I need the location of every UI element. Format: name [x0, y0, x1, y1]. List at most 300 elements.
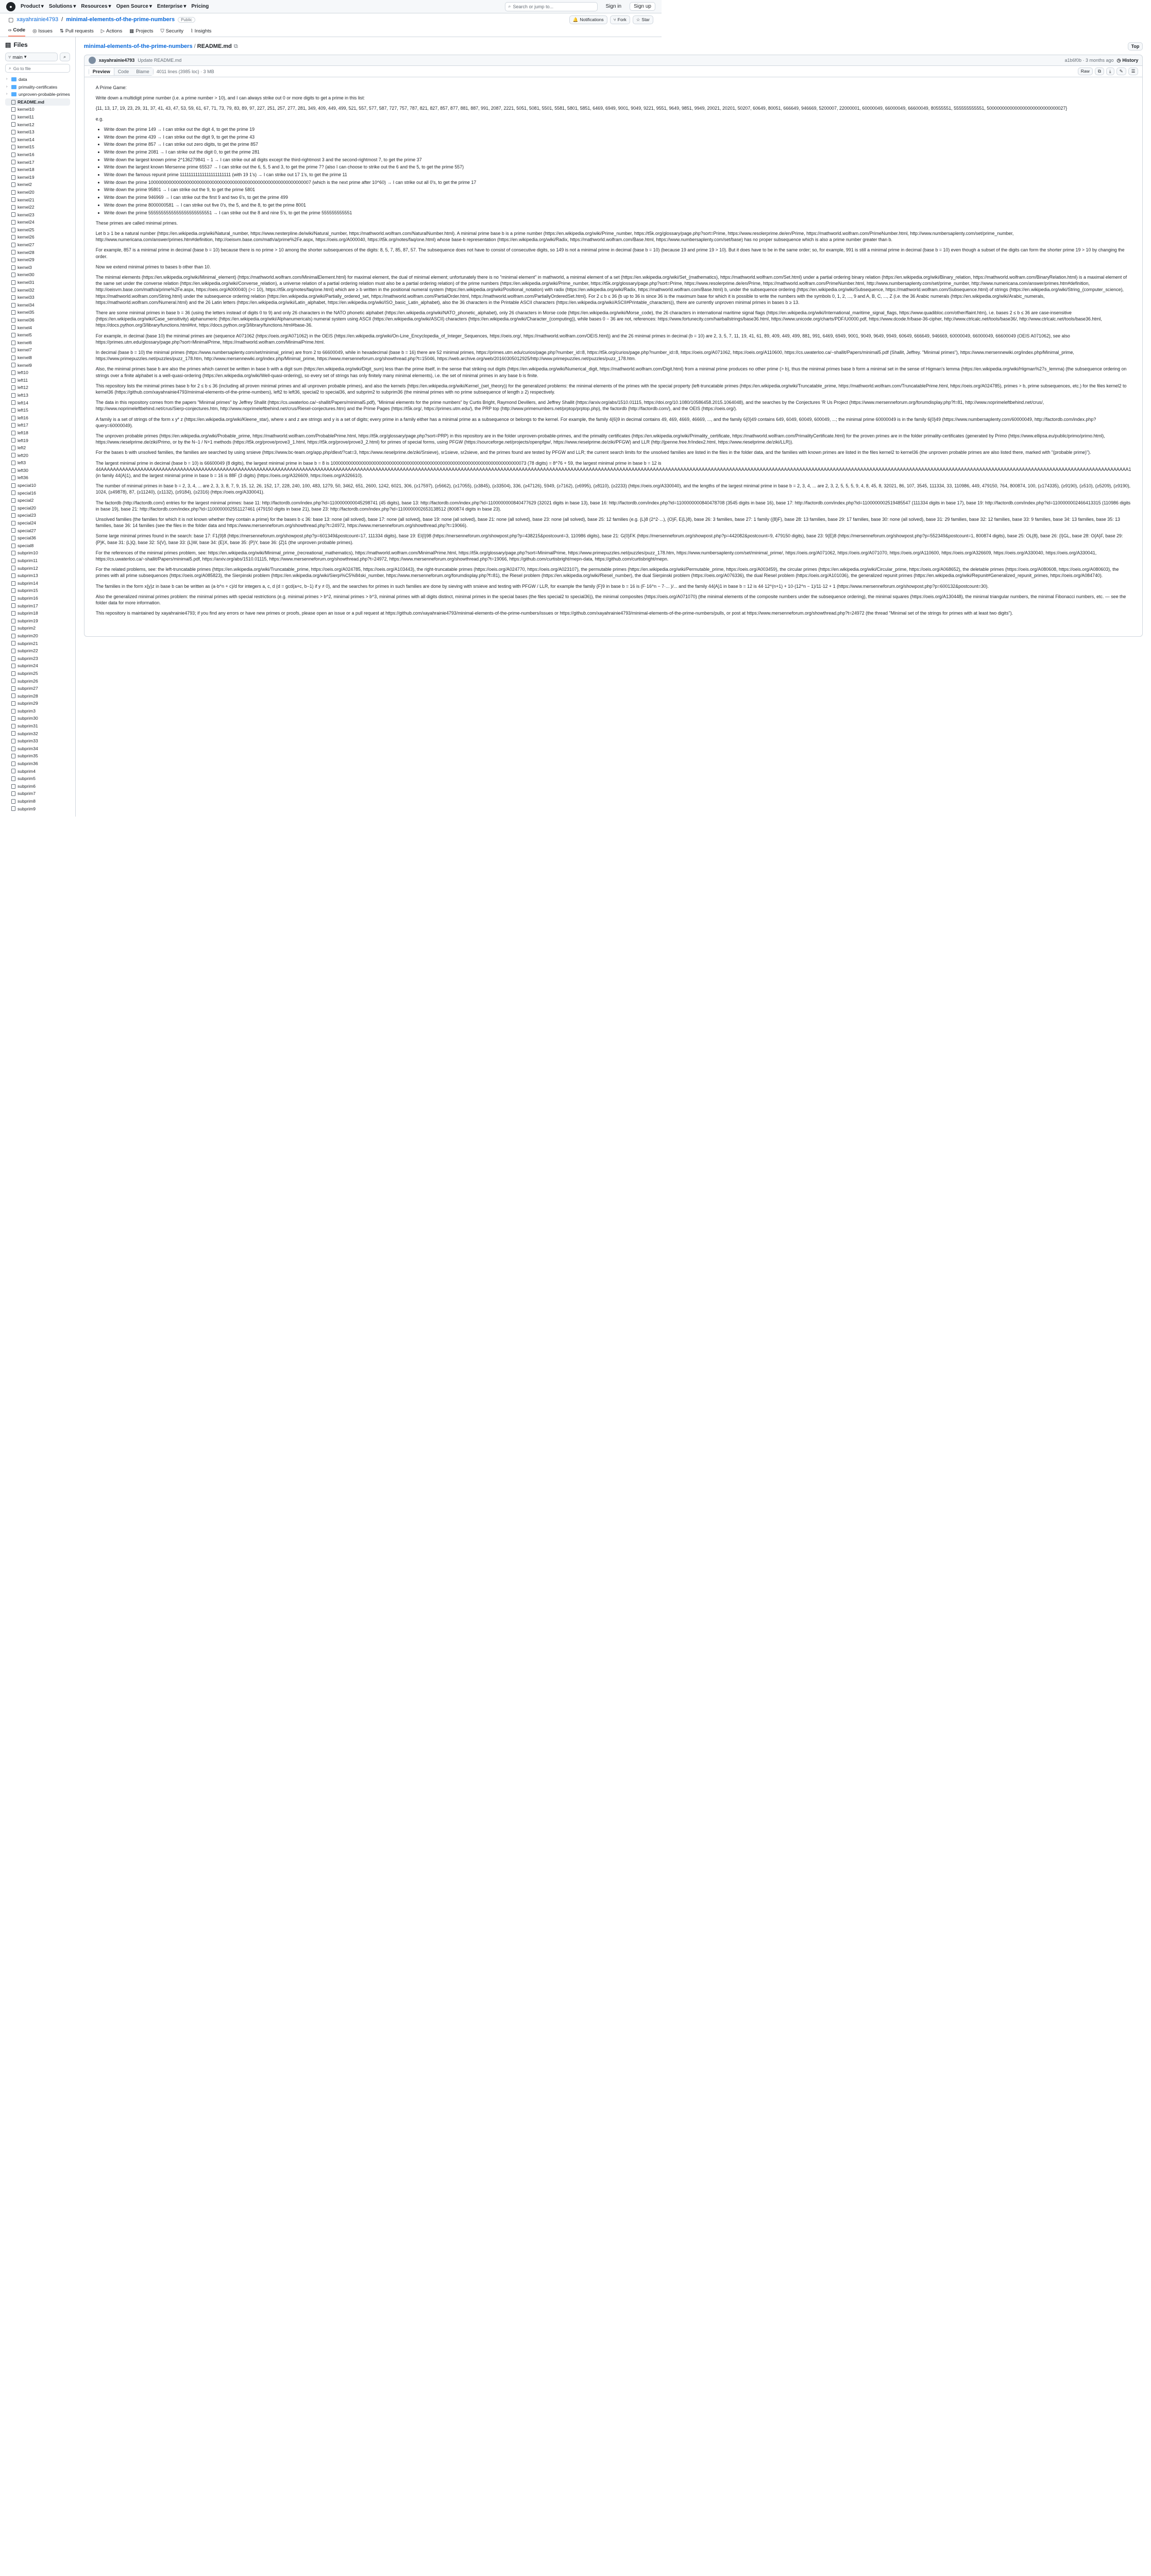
nav-resources[interactable]: Resources ▾: [81, 4, 111, 9]
file-icon: [11, 438, 15, 443]
tree-file[interactable]: [5, 392, 70, 399]
readme-paragraph: For the related problems, see: the left-truncatable primes (https://en.wikipedia.org/wiki/Truncatable_prime, https://oeis.org/A024785, https://oeis.org/A103443), the right-truncatable primes (https://oeis.org/A024770, https://oeis.org/A023107), the permutable primes (https://en.wikipedia.org/wiki/Permutable_prime, https://oeis.org/A003459), the circular primes (https://en.wikipedia.org/wiki/Circular_prime, https://oeis.org/A068652), the deletable primes (https://oeis.org/A080608, https://oeis.org/A080603), the primes with all prime subsequences (https://oeis.org/A085823), the Sierpinski problem (https://en.wikipedia.org/wiki/Sierpi%C5%84ski_number, https://www.mersenneforum.org/forumdisplay.php?f=81), the Riesel problem (https://en.wikipedia.org/wiki/Riesel_number), the dual Sierpinski problem (https://oeis.org/A076336), the dual Riesel problem (https://oeis.org/A101036), the generalized repunit primes (https://en.wikipedia.org/wiki/Repunit#Generalized_repunit_primes, https://oeis.org/A084740).: [95, 567, 1119, 579]
file-icon: [11, 325, 15, 330]
tab-actions[interactable]: ▷ Actions: [100, 28, 123, 34]
fork-button[interactable]: ⑂ Fork: [610, 15, 630, 24]
tree-file[interactable]: [5, 760, 70, 768]
file-icon: [11, 551, 15, 555]
blame-tab[interactable]: Blame: [132, 68, 153, 75]
tree-file[interactable]: [5, 121, 70, 129]
avatar[interactable]: [89, 57, 96, 64]
tab-issues[interactable]: ◎ Issues: [32, 28, 53, 34]
tree-file[interactable]: [5, 715, 70, 722]
tree-file[interactable]: [5, 362, 70, 369]
readme-paragraph: The data in this repository comes from the papers "Minimal primes" by Jeffrey Shallit (https://cs.uwaterloo.ca/~shallit/Papers/minimal5.pdf), "Minimal elements for the prime numbers" by Curtis Bright, Raymond Devillers, and Jeffrey Shallit (https://arxiv.org/abs/1510.01115, https://doi.org/10.1080/10586458.2015.1064048), and the searches by the Conjectures 'R Us Project (https://www.mersenneforum.org/forumdisplay.php?f=81, http://www.noprimeleftbehind.net/crus/, http://www.noprimeleftbehind.net/crus/Sierp-conjectures.htm, http://www.noprimeleftbehind.net/crus/Riesel-conjectures.htm) and the Prime Pages (https://t5k.org/, https://primes.utm.edu/), the PRP top (http://www.primenumbers.net/prptop/prptop.php), the factordb (http://factordb.com/), and the OEIS (https://oeis.org/).: [95, 400, 1044, 412]
file-icon: [11, 671, 15, 676]
breadcrumb-actions: [1128, 42, 1143, 50]
tree-file[interactable]: [5, 587, 70, 595]
tree-item-label: kernel32: [18, 287, 35, 293]
tree-item-label: left13: [18, 392, 28, 398]
tree-file[interactable]: [5, 211, 70, 219]
tree-file[interactable]: [5, 700, 70, 707]
file-icon: [11, 799, 15, 804]
tree-file[interactable]: [5, 624, 70, 632]
tree-item-label: subprim24: [18, 663, 38, 669]
tree-file[interactable]: [5, 98, 70, 106]
tree-file[interactable]: [5, 384, 70, 392]
example-item: • Write down the famous repunit prime 11111111111111111111111 (with 19 1's) → I can strike out 17 1's, to get the prime 11: [104, 172, 1131, 178]
readme-paragraph: For example, 857 is a minimal prime in decimal (base b = 10) because there is no prime > 10 among the shorter subsequences of the digits: 8, 5, 7, 85, 87, 57. The subsequence does not have to consist of consecutive digits, so 149 is not a minimal prime in decimal (base b = 10) (because 19 and prime 19 > 10). But it does have to be in the same order; so, for example, 991 is still a minimal prime in decimal (base b = 10) even though a subset of the digits can form the shorter prime 19 > 10 by changing the order.: [95, 247, 1125, 259]
tree-item-label: subprim14: [18, 580, 38, 586]
tree-item-label: subprim21: [18, 640, 38, 646]
file-icon: [11, 243, 15, 247]
file-icon: [11, 341, 15, 345]
tree-item-label: subprim10: [18, 550, 38, 556]
tree-item-label: special16: [18, 490, 36, 496]
tree-item-label: special10: [18, 483, 36, 488]
repo-header: [0, 13, 662, 26]
tree-item-label: special20: [18, 505, 36, 511]
tree-file[interactable]: [5, 662, 70, 670]
nav-solutions[interactable]: Solutions ▾: [48, 4, 76, 9]
tab-projects[interactable]: ▦ Projects: [129, 28, 154, 34]
readme-body: [96, 230, 1131, 617]
tree-file[interactable]: [5, 752, 70, 760]
tree-file[interactable]: [5, 489, 70, 497]
tree-item-label: kernel5: [18, 332, 32, 338]
repo-owner-link[interactable]: xayahrainie4793: [16, 16, 59, 23]
file-icon: [11, 641, 15, 646]
tree-file[interactable]: [5, 189, 70, 196]
tree-file[interactable]: [5, 527, 70, 535]
readme-paragraph: Also the generalized minimal primes problem: the minimal primes with special restrictions (e.g. minimal primes > b^2, minimal primes > b^3, minimal primes with all digits distinct, minimal primes in the special bases (the files special2 to special36)), the minimal composites (https://oeis.org/A071070) (the minimal elements of the composite numbers under the subsequence ordering), the minimal squares (https://oeis.org/A130448), the minimal triangular numbers, the minimal Fibonacci numbers, etc. — see the folder data for more information.: [95, 594, 1126, 606]
tree-item-label: subprim36: [18, 761, 38, 767]
file-icon: [11, 122, 15, 127]
tree-item-label: kernel19: [18, 174, 35, 180]
tree-file[interactable]: [5, 497, 70, 504]
tree-file[interactable]: [5, 113, 70, 121]
tree-file[interactable]: [5, 798, 70, 805]
tree-item-label: subprim22: [18, 648, 38, 654]
readme-paragraph: For the references of the minimal primes problem, see: https://en.wikipedia.org/wiki/Minimal_prime_(recreational_mathematics), https://mathworld.wolfram.com/MinimalPrime.html, https://t5k.org/glossary/page.php?sort=MinimalPrime, https://www.primepuzzles.net/puzzles/puzz_178.htm, https://www.numbersaplenty.com/set/minimal_prime/, https://oeis.org/A071062, https://oeis.org/A071070, https://oeis.org/A110600, https://oeis.org/A326609, https://oeis.org/A330040, https://oeis.org/A330041, https://cs.uwaterloo.ca/~shallit/Papers/minimal5.pdf, https://arxiv.org/abs/1510.01115, https://www.mersenneforum.org/showthread.php?t=24972, https://www.mersenneforum.org/showthread.php?t=19066, https://github.com/curtisbright/mepn-data, https://github.com/curtisbright/mepn.: [95, 550, 1097, 562]
tree-item-label: subprim23: [18, 655, 38, 661]
tree-item-label: subprim12: [18, 565, 38, 571]
sidebar-collapse-icon[interactable]: ▤: [5, 41, 11, 48]
tree-item-label: subprim7: [18, 791, 36, 796]
tree-file[interactable]: [5, 421, 70, 429]
readme-paragraph: The largest minimal prime in decimal (base b = 10) is 66600049 (8 digits), the largest minimal prime in base b = 8 is 10000000000000000000000000000000000000000000000000000000000000000000000000073 (78 digits) = 8^76 + 59, the largest minimal prime in base b = 12 is 44AAAAAAAAAAAAAAAAAAAAAAAAAAAAAAAAAAAAAAAAAAAAAAAAAAAAAAAAAAAAAAAAAAAAAAAAAAAAAAAAAAAAAAAAAAAAAAAAAAAAAAAAAAAAAAAAAAAAAAAAAAAAAAAAAAAAAAAAAAAAAAAAAAAAAAAAAAAAAAAAAAAAAAAAAAAAAAAAAAAAAAAAAAAAAAAAAAAAAAAAAAAAAAAAAAAAAAAAAAAAAAAAAAAAAAAAAAAAAAAAAAAAAAAAAAAAAAAAAAAAAAAAAAAAAAAAAAAAAAAAAAAAAAAAAAAAAAAAAAAAAAAAAAAAAAAAAAAAAAAAAAAAAAAAAAAAAAAAA1 (in family 44{A}1), and the largest minimal prime in base b = 16 is 88F (3 digits) (https://oeis.org/A326609, https://oeis.org/A326610).: [95, 460, 1131, 479]
file-icon: [11, 693, 15, 698]
tree-file[interactable]: [5, 452, 70, 460]
tree-item-label: kernel21: [18, 197, 35, 202]
tree-item-label: kernel26: [18, 234, 35, 240]
tree-item-label: subprim26: [18, 678, 38, 684]
file-icon: [11, 476, 15, 480]
commit-author[interactable]: xayahrainie4793: [98, 58, 135, 63]
file-icon: [11, 784, 15, 789]
tree-file[interactable]: [5, 429, 70, 437]
tree-file[interactable]: [5, 204, 70, 211]
main-content: [76, 37, 1151, 817]
readme-paragraph: This repository lists the minimal primes base b for 2 ≤ b ≤ 36 (including all proven minimal primes and all unproven probable primes), and also the kernels (https://en.wikipedia.org/wiki/Kernel_(set_theory)) for the generalized problems: the minimal elements of the primes with the special property (left-truncatable primes (https://en.wikipedia.org/wiki/Truncatable_prime, https://mathworld.wolfram.com/TruncatablePrime.html, https://oeis.org/A024785), primes > b, prime subsequences, etc.) for the files kernel2 to kernel36 (https://github.com/xayahrainie4793/minimal-elements-of-the-prime-numbers), left2 to left36, special2 to special36, and subprim2 to subprim36 (the minimal primes with no prime subsequence of length ≥ 2) respectively.: [95, 383, 1127, 395]
file-icon: [11, 791, 15, 796]
file-icon: [11, 761, 15, 766]
tree-file[interactable]: [5, 218, 70, 226]
chevron-right-icon[interactable]: ›: [6, 84, 8, 89]
tree-file[interactable]: [5, 151, 70, 159]
file-icon: [11, 355, 15, 360]
readme-paragraph: These primes are called minimal primes.: [95, 220, 178, 226]
tree-file[interactable]: [5, 181, 70, 189]
tree-file[interactable]: [5, 346, 70, 354]
file-icon: [11, 679, 15, 683]
tree-file[interactable]: [5, 271, 70, 279]
tree-item-label: left2: [18, 445, 26, 451]
notifications-button[interactable]: 🔔 Notifications: [569, 15, 607, 24]
file-icon: [11, 333, 15, 337]
file-icon: [11, 596, 15, 601]
edit-icon[interactable]: ✎: [1116, 67, 1126, 75]
tree-item-label: subprim8: [18, 799, 36, 804]
tree-file[interactable]: [5, 595, 70, 602]
commit-meta: a1b6f0b · 3 months ago: [1064, 58, 1114, 63]
file-icon: [11, 521, 15, 526]
top-nav: [0, 0, 662, 13]
tree-file[interactable]: [5, 324, 70, 332]
tree-item-label: kernel13: [18, 129, 35, 135]
outline-icon[interactable]: ☰: [1128, 67, 1139, 75]
tree-file[interactable]: [5, 406, 70, 414]
breadcrumb-file: README.md: [197, 43, 232, 49]
tree-file[interactable]: [5, 226, 70, 234]
nav-product[interactable]: Product ▾: [21, 4, 44, 9]
file-icon: [11, 310, 15, 315]
tree-file[interactable]: [5, 467, 70, 474]
tree-file[interactable]: [5, 707, 70, 715]
tree-file[interactable]: [5, 174, 70, 181]
tree-file[interactable]: [5, 166, 70, 174]
copy-path-icon[interactable]: ⧉: [233, 43, 238, 49]
sign-in-link[interactable]: Sign in: [605, 4, 622, 9]
tree-item-label: kernel7: [18, 347, 32, 353]
go-to-file-input[interactable]: ⌕ Go to file: [5, 64, 70, 73]
branch-icon: ⑂: [8, 54, 11, 60]
tree-item-label: kernel10: [18, 107, 35, 112]
tree-file[interactable]: [5, 768, 70, 775]
pull-request-icon: ⇅: [59, 28, 64, 34]
tree-folder[interactable]: [5, 91, 70, 98]
tree-file[interactable]: [5, 444, 70, 452]
breadcrumb-repo-link[interactable]: minimal-elements-of-the-prime-numbers: [83, 43, 193, 49]
search-input[interactable]: [505, 2, 598, 11]
tree-file[interactable]: [5, 474, 70, 482]
tree-file[interactable]: [5, 557, 70, 565]
tree-file[interactable]: [5, 309, 70, 316]
tree-file[interactable]: [5, 805, 70, 813]
tree-item-label: kernel4: [18, 325, 32, 330]
file-icon: [11, 536, 15, 540]
readme-paragraph: The minimal elements (https://en.wikipedia.org/wiki/Minimal_element) (https://mathworld.wolfram.com/MinimalElement.html) for maximal element, the dual of minimal element; unfortunately there is no "minimal element" in mathworld, a minimal element of a set (https://en.wikipedia.org/wiki/Set_(mathematics), https://mathworld.wolfram.com/Set.html) under a partial ordering binary relation (https://en.wikipedia.org/wiki/Binary_relation, https://mathworld.wolfram.com/BinaryRelation.html) is a maximal element of the same set under the converse relation (https://en.wikipedia.org/wiki/Converse_relation), a universe relation of a partial ordering relation must also be a partial ordering relation) of the prime numbers (https://en.wikipedia.org/wiki/Prime_number, https://t5k.org/glossary/page.php?sort=Prime, https://www.resolerprime.de/en/Prime, https://mathworld.wolfram.com/PrimeNumber.html, http://www.numbersaplenty.com/set/prime_number, http://www.numericana.com/answer/primes.htm#definition, http://oeisvm.base.com/math/a/prime%2Fe.aspx, https://oeis.org/A000040) (>= 10), https://t5k.org/notes/faq/one.html) which are ≥ b written in the positional numeral system (https://en.wikipedia.org/wiki/Positional_notation) with radix (https://en.wikipedia.org/wiki/Radix, https://mathworld.wolfram.com/Base.html) b, under the subsequence ordering (https://en.wikipedia.org/wiki/Subsequence, https://mathworld.wolfram.com/Subsequence.html) of strings (https://en.wikipedia.org/wiki/String_(computer_science), https://mathworld.wolfram.com/String.html) under the subsequence ordering relation (https://en.wikipedia.org/wiki/Partially_ordered_set, https://mathworld.wolfram.com/PartialOrder.html, https://mathworld.wolfram.com/PartiallyOrderedSet.html). For 2 ≤ b ≤ 36 (b up to 36 is since 36 is the maximum base for which it is possible to write the numbers with the symbols 0, 1, 2, ..., 9 and A, B, C, ..., Z (i.e. the 36 Arabic numerals (https://en.wikipedia.org/wiki/Arabic_numerals, https://mathworld.wolfram.com/Numeral.html) and the 26 Latin letters (https://en.wikipedia.org/wiki/Latin_alphabet, https://en.wikipedia.org/wiki/ISO_basic_Latin_alphabet), also the 36 characters in the Printable ASCII characters (https://en.wikipedia.org/wiki/ASCII#Printable_characters)), there are currently unproven minimal primes in bases b ≥ 13.: [95, 274, 1127, 305]
repo-icon: ▢: [8, 16, 14, 23]
file-icon: [11, 611, 15, 616]
tree-file[interactable]: [5, 737, 70, 745]
tree-file[interactable]: [5, 482, 70, 489]
branch-select-button[interactable]: ⑂ main ▾: [5, 53, 58, 61]
tree-item-label: subprim20: [18, 633, 38, 638]
tree-file[interactable]: [5, 677, 70, 685]
fork-icon: ⑂: [613, 17, 616, 22]
file-toolbar: [84, 66, 1143, 77]
file-icon: [11, 603, 15, 608]
copy-icon[interactable]: ⧉: [1095, 67, 1104, 75]
file-icon: [11, 588, 15, 593]
code-tab[interactable]: Code: [114, 68, 133, 75]
sign-up-button[interactable]: Sign up: [630, 2, 655, 11]
tree-file[interactable]: [5, 790, 70, 798]
chevron-down-icon: ▾: [108, 4, 111, 9]
download-icon[interactable]: ⤓: [1106, 67, 1114, 75]
file-icon: [11, 265, 15, 270]
file-icon: [11, 731, 15, 736]
example-item: • Write down the largest known Mersenne prime 65537 → I can strike out the 6, 5, 5 and 3, to get the prime 7? (also I can choose to strike out the 6 and the 5, to get the prime 557): [104, 164, 1131, 170]
readme-content: [84, 77, 1143, 636]
tree-file[interactable]: [5, 106, 70, 113]
raw-button[interactable]: Raw: [1078, 67, 1093, 75]
tree-file[interactable]: [5, 294, 70, 301]
tree-file[interactable]: [5, 286, 70, 294]
example-item: • Write down the prime 5555555555555555555555551 → I can strike out the 8 and nine 5's, to get the prime 555555555551: [104, 210, 1131, 216]
example-item: • Write down the prime 857 → I can strike out zero digits, to get the prime 857: [104, 141, 1131, 147]
commit-hash[interactable]: a1b6f0b: [1064, 58, 1081, 63]
file-icon: [11, 197, 15, 202]
tree-item-label: subprim4: [18, 768, 36, 774]
tree-file[interactable]: [5, 519, 70, 527]
breadcrumb: [84, 42, 1143, 50]
tree-file[interactable]: [5, 128, 70, 136]
chevron-down-icon: ▾: [149, 4, 152, 9]
tree-item-label: kernel30: [18, 272, 35, 278]
file-icon: [11, 250, 15, 255]
tree-file[interactable]: [5, 685, 70, 692]
example-item: • Write down the prime 2081 → I can strike out the digit 0, to get the prime 281: [104, 149, 1131, 155]
example-item: • Write down the prime 439 → I can strike out the digit 9, to get the prime 43: [104, 134, 1131, 140]
search-placeholder: Search or jump to...: [513, 4, 554, 9]
tree-file[interactable]: [5, 399, 70, 407]
folder-icon: [11, 85, 16, 89]
tree-file[interactable]: [5, 504, 70, 512]
commit-message[interactable]: Update README.md: [138, 58, 182, 63]
tree-file[interactable]: [5, 339, 70, 347]
tree-item-label: subprim13: [18, 573, 38, 579]
file-icon: [11, 167, 15, 172]
tree-file[interactable]: [5, 354, 70, 362]
tree-file[interactable]: [5, 316, 70, 324]
tree-item-label: subprim28: [18, 693, 38, 699]
file-icon: [11, 431, 15, 435]
example-item: • Write down the prime 8000000581 → I can strike out five 0's, the 5, and the 8, to get the prime 8001: [104, 202, 1131, 208]
tree-file[interactable]: [5, 377, 70, 384]
file-icon: [11, 303, 15, 308]
tree-item-label: subprim33: [18, 738, 38, 744]
nav-enterprise[interactable]: Enterprise ▾: [157, 4, 187, 9]
tree-file[interactable]: [5, 542, 70, 550]
tree-item-label: kernel28: [18, 249, 35, 255]
tree-item-label: subprim9: [18, 806, 36, 811]
tree-item-label: left11: [18, 377, 28, 383]
file-icon: [11, 400, 15, 405]
tab-security[interactable]: ⛉ Security: [160, 28, 183, 34]
history-button[interactable]: ◷ History: [1116, 57, 1139, 63]
tree-file[interactable]: [5, 783, 70, 790]
readme-paragraph: The number of minimal primes in base b = 2, 3, 4, ... are 2, 3, 3, 8, 7, 9, 15, 12, 26, 152, 17, 228, 240, 100, 483, 1279, 50, 3462, 651, 2600, 1242, 6021, 306, (≥17597), (≥5662), (≥17055), (≥3845), (≥33504), 336, (≥47126), 5949, (≥7162), (≥6995), (≥8110), (≥2233) (https://oeis.org/A330040), and the lengths of the largest minimal prime in base b = 2, 3, 4, ... are 2, 3, 2, 5, 5, 5, 9, 4, 8, 45, 8, 32021, 86, 107, 3545, 111334, 33, 110986, 449, 479150, 764, 800874, 100, (≥174335), (≥9190), (≥510), (≥5209), (≥9190), 1024, (≥49878), 87, (≥11240), (≥1132), (≥9184), (≥2316) (https://oeis.org/A330041).: [95, 483, 1131, 495]
file-icon: [11, 490, 15, 495]
tree-file[interactable]: [5, 256, 70, 264]
tree-file[interactable]: [5, 136, 70, 144]
tree-file[interactable]: [5, 414, 70, 422]
tree-item-label: subprim32: [18, 731, 38, 736]
tree-item-label: kernel17: [18, 159, 35, 165]
tree-file[interactable]: [5, 159, 70, 166]
tree-file[interactable]: [5, 331, 70, 339]
tree-file[interactable]: [5, 602, 70, 610]
tab-code[interactable]: ‹› Code: [8, 27, 25, 37]
tree-file[interactable]: [5, 196, 70, 204]
file-icon: [11, 130, 15, 134]
tree-file[interactable]: [5, 617, 70, 625]
top-button[interactable]: Top: [1128, 42, 1143, 50]
tree-file[interactable]: [5, 580, 70, 587]
tree-item-label: left16: [18, 415, 28, 420]
tree-item-label: kernel6: [18, 340, 32, 345]
tree-item-label: kernel3: [18, 264, 32, 270]
tree-item-label: kernel11: [18, 114, 34, 120]
readme-paragraph: The factordb (http://factordb.com/) entries for the largest minimal primes: base 11: http://factordb.com/index.php?id=1100000000045298741 (45 digits), base 13: http://factordb.com/index.php?id=1100000000840477629 (32021 digits in base 13), base 16: http://factordb.com/index.php?id=1100000000840478708 (3545 digits in base 16), base 17: http://factordb.com/index.php?id=1100000002519485547 (111334 digits in base 17), base 19: http://factordb.com/index.php?id=1100000002466413315 (110986 digits in base 19), base 21: http://factordb.com/index.php?id=1100000002551127461 (479150 digits in base 21), base 23: http://factordb.com/index.php?id=1100000002653138512 (800874 digits in base 23).: [95, 500, 1131, 512]
folder-icon: [11, 77, 16, 81]
file-icon: [11, 776, 15, 781]
file-icon: [11, 228, 15, 232]
tab-insights[interactable]: ⌇ Insights: [190, 28, 212, 34]
breadcrumb-separator: /: [194, 43, 196, 49]
nav-pricing[interactable]: Pricing: [191, 4, 209, 9]
play-icon: ▷: [100, 28, 105, 34]
tab-pull-requests[interactable]: ⇅ Pull requests: [59, 28, 94, 34]
file-icon: [11, 235, 15, 240]
readme-paragraph: Some large minimal primes found in the search: base 17: F1{9}8 (https://mersenneforum.org/showpost.php?p=601349&postcount=17, 111334 digits), base 19: EI{I}98 (https://mersenneforum.org/showpost.php?p=438215&postcount=3, 110986 digits), base 21: G{0}FK (https://mersenneforum.org/showpost.php?p=442082&postcount=9, 479150 digits), base 23: 9{E}8 (https://mersenneforum.org/showpost.php?p=552349&postcount=1, 800874 digits), base 25: OL{8}, base 26: {I}GL, base 28: O{A}F, base 29: {P}K, base 31: {L}Q, base 32: S{V}, base 33: {L}W, base 34: {E}X, base 35: {P}Y, base 36: {Z}1 (the unproven probable primes).: [95, 533, 1123, 545]
tree-file[interactable]: [5, 512, 70, 519]
tree-item-label: data: [19, 77, 27, 82]
tree-file[interactable]: [5, 264, 70, 272]
tree-file[interactable]: [5, 632, 70, 640]
repo-actions: [569, 15, 653, 24]
repo-name-link[interactable]: minimal-elements-of-the-prime-numbers: [66, 16, 175, 23]
file-icon: [11, 724, 15, 728]
tree-item-label: subprim30: [18, 716, 38, 721]
tree-file[interactable]: [5, 572, 70, 580]
tree-file[interactable]: [5, 301, 70, 309]
file-icon: [11, 468, 15, 473]
tree-file[interactable]: [5, 143, 70, 151]
chevron-down-icon: ▾: [73, 4, 76, 9]
graph-icon: ⌇: [190, 28, 193, 34]
tree-item-label: special36: [18, 535, 36, 541]
tree-item-label: kernel15: [18, 144, 35, 150]
file-icon: [11, 190, 15, 195]
file-icon: [11, 295, 15, 300]
readme-paragraph: A family is a set of strings of the form x y* z (https://en.wikipedia.org/wiki/Kleene_star), where x and z are strings and y is a set of digits; every prime in a family either has a minimal prime as a subsequence or belongs to the kernel. For example, the family 4{6}9 in decimal contains 49, 469, 4669, 46669, ..., and the family 6{0}49 contains 649, 6049, 60049, 600049, ...; the minimal prime 60000049 is in the family 6{0}49 (https://www.numbersaplenty.com/60000049, http://factordb.com/index.php?query=60000049).: [95, 416, 1096, 428]
file-info: 4011 lines (3985 loc) · 3 MB: [156, 69, 214, 74]
tree-file[interactable]: [5, 647, 70, 655]
tree-folder[interactable]: [5, 83, 70, 91]
tree-file[interactable]: [5, 233, 70, 241]
tree-file[interactable]: [5, 459, 70, 467]
tree-file[interactable]: [5, 655, 70, 663]
chevron-down-icon: ▾: [41, 4, 44, 9]
file-icon: [11, 205, 15, 210]
file-icon: [11, 107, 15, 112]
tree-item-label: left17: [18, 422, 28, 428]
chevron-right-icon[interactable]: ›: [6, 77, 8, 81]
readme-paragraph: There are some minimal primes in base b = 36 (using the letters instead of digits 0 to 9) and only 26 characters in the NATO phonetic alphabet (https://en.wikipedia.org/wiki/NATO_phonetic_alphabet), only 26 characters in Morse code (https://en.wikipedia.org/wiki/Morse_code), the 26 characters in international maritime signal flags (https://en.wikipedia.org/wiki/International_maritime_signal_flags, https://www.quadibloc.com/other/flaint.htm), i.e. bases 2 ≤ b ≤ 36 are case-insensitive (https://en.wikipedia.org/wiki/Case_sensitivity) alphanumeric (https://en.wikipedia.org/wiki/Alphanumericals) numeral system using ASCII (https://en.wikipedia.org/wiki/ASCII) characters (https://en.wikipedia.org/wiki/Character_(computing)), while bases 0 − 36 are not, references: https://www.fortunecity.com/hairballstrings/base36.html, https://www.unicode.org/charts/PDF/U0000.pdf, https://www.dcode.fr/base-36-cipher, http://www.ctrlcalc.net/tools/base36/, http://www.ctrlcalc.net/tools/base36.html, https://docs.python.org/3/library/functions.html#int, https://docs.python.org/3/library/functions.html#base-36.: [95, 310, 1102, 328]
tree-item-label: left36: [18, 475, 28, 481]
tree-file[interactable]: [5, 279, 70, 286]
tree-item-label: left14: [18, 400, 28, 405]
tree-file[interactable]: [5, 369, 70, 377]
tree-item-label: subprim25: [18, 670, 38, 676]
file-icon: [11, 280, 15, 285]
chevron-right-icon[interactable]: ›: [6, 92, 8, 96]
tree-file[interactable]: [5, 730, 70, 738]
tree-file[interactable]: [5, 565, 70, 572]
tree-folder[interactable]: [5, 76, 70, 83]
folder-icon: [11, 92, 16, 96]
tree-file[interactable]: [5, 534, 70, 542]
tree-file[interactable]: [5, 241, 70, 249]
file-icon: [11, 581, 15, 586]
tree-item-label: kernel22: [18, 205, 35, 210]
file-icon: [11, 558, 15, 563]
tree-file[interactable]: [5, 722, 70, 730]
tree-item-label: kernel20: [18, 189, 35, 195]
star-button[interactable]: ☆ Star: [633, 15, 653, 24]
tree-item-label: kernel35: [18, 310, 35, 315]
tree-file[interactable]: [5, 249, 70, 257]
file-icon: [11, 747, 15, 751]
readme-paragraph: Write down a multidigit prime number (i.e. a prime number > 10), and I can always strike out 0 or more digits to get a prime in this list:: [95, 95, 365, 101]
nav-open-source[interactable]: Open Source ▾: [116, 4, 152, 9]
tree-file[interactable]: [5, 692, 70, 700]
github-logo-icon[interactable]: ●: [6, 2, 15, 11]
tree-file[interactable]: [5, 745, 70, 753]
visibility-badge: Public: [178, 17, 195, 23]
file-icon: [11, 701, 15, 706]
tree-file[interactable]: [5, 609, 70, 617]
readme-paragraph: Now we extend minimal primes to bases b other than 10.: [95, 264, 211, 269]
tree-item-label: kernel36: [18, 317, 35, 323]
file-icon: [11, 115, 15, 120]
search-files-button[interactable]: [60, 53, 70, 61]
tree-item-label: special24: [18, 520, 36, 526]
tree-item-label: kernel31: [18, 280, 35, 285]
readme-paragraph: The families in the form x{y}z in base b can be written as (a·b^n + c)/d for integers a, c, d (d = gcd(a+c, b−1) if y ≠ 0), and the searches for primes in such families are done by sieving with srsieve and testing with PFGW / LLR, for example the family {F}9 in base b = 16 is (F·16^n − 7·... )/... and the family 44{A}1 in base b = 12 is 44·12^(n+1) + 10·(12^n − 1)/11·12 + 1 (https://www.mersenneforum.org/showpost.php?p=600132&postcount=30).: [95, 583, 989, 589]
tree-file[interactable]: [5, 775, 70, 783]
preview-tab[interactable]: Preview: [89, 68, 114, 75]
tree-file[interactable]: [5, 549, 70, 557]
tree-file[interactable]: [5, 670, 70, 677]
file-icon: [11, 408, 15, 413]
tree-file[interactable]: [5, 437, 70, 445]
tree-file[interactable]: [5, 640, 70, 648]
table-icon: ▦: [129, 28, 134, 34]
